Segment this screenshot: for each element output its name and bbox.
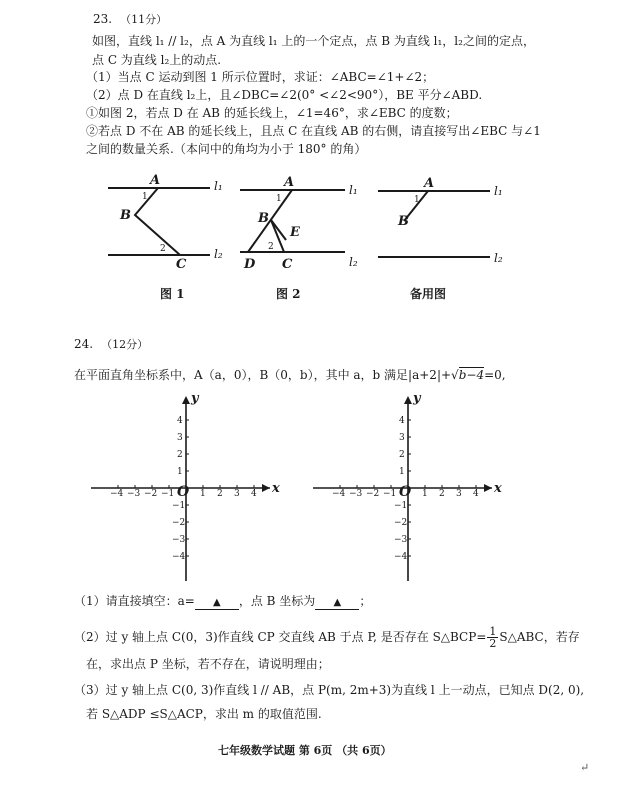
left-y-tick-label: 2 (177, 450, 183, 460)
left-origin-label: O (177, 484, 190, 500)
fig1-label-B: B (120, 208, 131, 223)
fig1-angle-2: 2 (160, 244, 166, 254)
right-x-tick-label: −3 (349, 489, 363, 499)
fig2-caption: 图 2 (276, 287, 301, 301)
left-x-tick-label: −1 (161, 489, 175, 499)
fig3-angle-1: 1 (414, 195, 420, 205)
right-x-arrow (484, 484, 492, 492)
right-y-tick-label: −1 (394, 501, 408, 511)
right-y-tick-label: 3 (399, 433, 405, 443)
right-x-tick-label: 3 (456, 489, 462, 499)
right-y-tick-label: −4 (394, 552, 408, 562)
left-x-tick-label: 1 (200, 489, 206, 499)
right-x-tick-label: 2 (439, 489, 445, 499)
right-y-axis-label: y (413, 391, 421, 406)
fig3-caption: 备用图 (410, 287, 447, 301)
left-x-tick-label: 3 (234, 489, 240, 499)
fig1-label-C: C (176, 257, 187, 272)
fig2-label-l2: l₂ (349, 255, 358, 269)
answer-blank-b[interactable]: ▲ (315, 597, 359, 610)
q23-number: 23. （11分） (93, 12, 168, 26)
right-y-tick-label: 1 (399, 467, 405, 477)
fig2-label-E: E (290, 225, 300, 240)
fig2-label-C: C (282, 257, 293, 272)
right-x-axis-label: x (494, 481, 502, 496)
fig3-label-B: B (398, 214, 409, 229)
q24-part2-line1: （2）过 y 轴上点 C(0，3)作直线 CP 交直线 AB 于点 P, 是否存在 S△BCP= $\frac{1}{2}$ S△ABC，若存 (74, 625, 580, 650)
q24-number: 24. （12分） (74, 337, 149, 351)
fig2-label-D: D (244, 257, 256, 272)
left-y-tick-label: 1 (177, 467, 183, 477)
left-y-tick-label: −2 (172, 518, 186, 528)
left-x-tick-label: 2 (217, 489, 223, 499)
q23-sub2-line1: ②若点 D 不在 AB 的延长线上，且点 C 在直线 AB 的右侧，请直接写出∠EBC 与∠1 (86, 124, 541, 138)
fig2-label-B: B (258, 211, 269, 226)
right-x-tick-label: −4 (332, 489, 346, 499)
fig2-angle-2: 2 (268, 242, 274, 252)
fig2-label-A: A (284, 175, 295, 190)
fig2-angle-1: 1 (276, 194, 282, 204)
q24-part2-line2: 在，求出点 P 坐标，若不存在，请说明理由； (86, 657, 330, 671)
left-x-tick-label: −2 (144, 489, 158, 499)
q24-part1: （1）请直接填空：a= ▲ ，点 B 坐标为 ▲ ； (74, 594, 372, 608)
q23-stem-line1: 如图，直线 l₁ // l₂，点 A 为直线 l₁ 上的一个定点，点 B 为直线 l₁，l₂之间的定点， (92, 34, 535, 48)
fig1-label-A: A (150, 173, 161, 188)
right-origin-label: O (399, 484, 412, 500)
fig3-label-A: A (424, 176, 435, 191)
fig1-caption: 图 1 (160, 287, 185, 301)
fig3-label-l2: l₂ (494, 251, 503, 265)
fig1-label-l2: l₂ (214, 247, 223, 261)
left-y-tick-label: 4 (177, 416, 183, 426)
fig1-label-l1: l₁ (214, 179, 223, 193)
return-mark: ↵ (580, 761, 590, 774)
right-x-tick-label: −1 (383, 489, 397, 499)
right-y-tick-label: 2 (399, 450, 405, 460)
left-x-tick-label: −3 (127, 489, 141, 499)
right-x-tick-label: −2 (366, 489, 380, 499)
q24-intro: 在平面直角坐标系中，A（a，0），B（0，b），其中 a，b 满足|a+2|+√b−4=0, (74, 368, 506, 382)
q23-part2: （2）点 D 在直线 l₂上，且∠DBC=∠2(0° <∠2<90°），BE 平分∠ABD. (86, 88, 483, 102)
q24-part3-line2: 若 S△ADP ≤S△ACP，求出 m 的取值范围. (86, 707, 322, 721)
fig1-angle-1: 1 (142, 192, 148, 202)
left-x-axis-label: x (272, 481, 280, 496)
right-y-tick-label: 4 (399, 416, 405, 426)
page-footer: 七年级数学试题 第 6页 （共 6页） (218, 744, 392, 757)
left-x-arrow (262, 484, 270, 492)
left-y-tick-label: −1 (172, 501, 186, 511)
right-y-arrow (404, 396, 412, 404)
fraction-one-half: $\frac{1}{2}$ (489, 625, 497, 650)
right-x-tick-label: 1 (422, 489, 428, 499)
answer-blank-a[interactable]: ▲ (195, 597, 239, 610)
left-y-axis-label: y (191, 391, 199, 406)
left-y-tick-label: 3 (177, 433, 183, 443)
q24-part3-line1: （3）过 y 轴上点 C(0, 3)作直线 l // AB，点 P(m, 2m+3)为直线 l 上一动点，已知点 D(2, 0), (74, 683, 585, 697)
left-x-tick-label: 4 (251, 489, 257, 499)
fig2-label-l1: l₁ (349, 183, 358, 197)
fig3-label-l1: l₁ (494, 184, 503, 198)
right-y-tick-label: −3 (394, 535, 408, 545)
right-x-tick-label: 4 (473, 489, 479, 499)
left-y-tick-label: −4 (172, 552, 186, 562)
right-y-tick-label: −2 (394, 518, 408, 528)
left-y-arrow (182, 396, 190, 404)
q23-sub2-line2: 之间的数量关系.（本问中的角均为小于 180° 的角） (86, 142, 367, 156)
q23-part1: （1）当点 C 运动到图 1 所示位置时，求证：∠ABC=∠1+∠2； (86, 70, 435, 84)
q23-stem-line2: 点 C 为直线 l₂上的动点. (92, 53, 222, 67)
left-x-tick-label: −4 (110, 489, 124, 499)
left-y-tick-label: −3 (172, 535, 186, 545)
q23-sub1: ①如图 2，若点 D 在 AB 的延长线上，∠1=46°，求∠EBC 的度数； (86, 106, 458, 120)
